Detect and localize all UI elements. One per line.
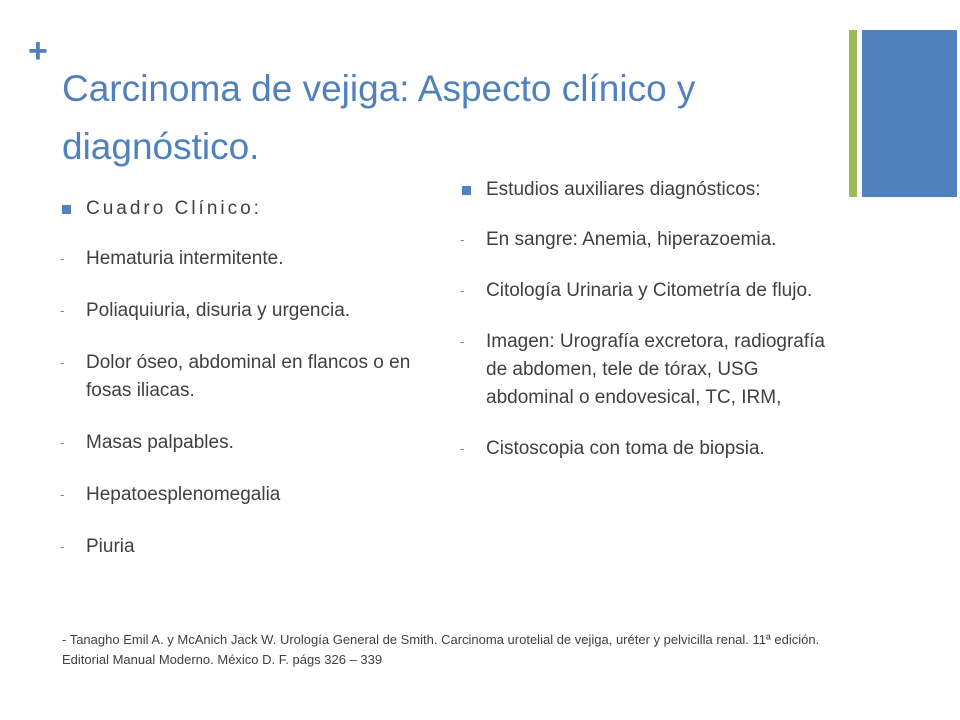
list-item [460,226,830,254]
clinical-heading [60,195,440,223]
accent-bar-blue [862,30,957,197]
dash-bullet-icon: - [460,334,465,349]
dash-bullet-icon: - [60,435,65,450]
list-item [460,277,830,305]
dash-bullet-icon: - [60,251,65,266]
bullet-square-icon [62,205,71,214]
dash-bullet-icon: - [60,487,65,502]
list-item-text: Imagen: Urografía excretora, radiografía de abdomen, tele de tórax, USG abdominal o endovesical, TC, IRM, [486,331,826,408]
list-item-text: Masas palpables. [86,432,234,453]
dash-bullet-icon: - [460,232,465,247]
list-item [60,297,440,325]
list-item-text: Dolor óseo, abdominal en flancos o en fosas iliacas. [86,352,411,401]
list-item-text: Hepatoesplenomegalia [86,484,281,505]
dash-bullet-icon: - [60,355,65,370]
bullet-square-icon [462,186,471,195]
list-item [60,349,440,405]
list-item-text: Cistoscopia con toma de biopsia. [486,438,765,459]
list-item [460,328,830,412]
dash-bullet-icon: - [60,303,65,318]
slide-title: Carcinoma de vejiga: Aspecto clínico y diagnóstico. [62,68,696,167]
list-item [60,429,440,457]
list-item [60,481,440,509]
studies-column [460,176,830,486]
clinical-heading-text: Cuadro Clínico: [86,198,262,219]
dash-bullet-icon: - [460,283,465,298]
list-item-text: Poliaquiuria, disuria y urgencia. [86,300,351,321]
dash-bullet-icon: - [460,441,465,456]
accent-bar-green [849,30,857,197]
list-item-text: En sangre: Anemia, hiperazoemia. [486,229,777,250]
reference-citation: - Tanagho Emil A. y McAnich Jack W. Urología General de Smith. Carcinoma urotelial de vejiga, uréter y pelvicilla renal. 11ª edición. Editorial Manual Moderno. México D. F. págs 326 – 339 [62,632,820,667]
list-item-text: Piuria [86,536,135,557]
dash-bullet-icon: - [60,539,65,554]
list-item [60,245,440,273]
list-item-text: Citología Urinaria y Citometría de flujo. [486,280,813,301]
list-item [460,435,830,463]
list-item-text: Hematuria intermitente. [86,248,284,269]
clinical-column [60,195,440,585]
list-item [60,533,440,561]
studies-heading-text: Estudios auxiliares diagnósticos: [486,179,761,200]
studies-heading [460,176,830,204]
plus-decoration: + [28,32,48,70]
